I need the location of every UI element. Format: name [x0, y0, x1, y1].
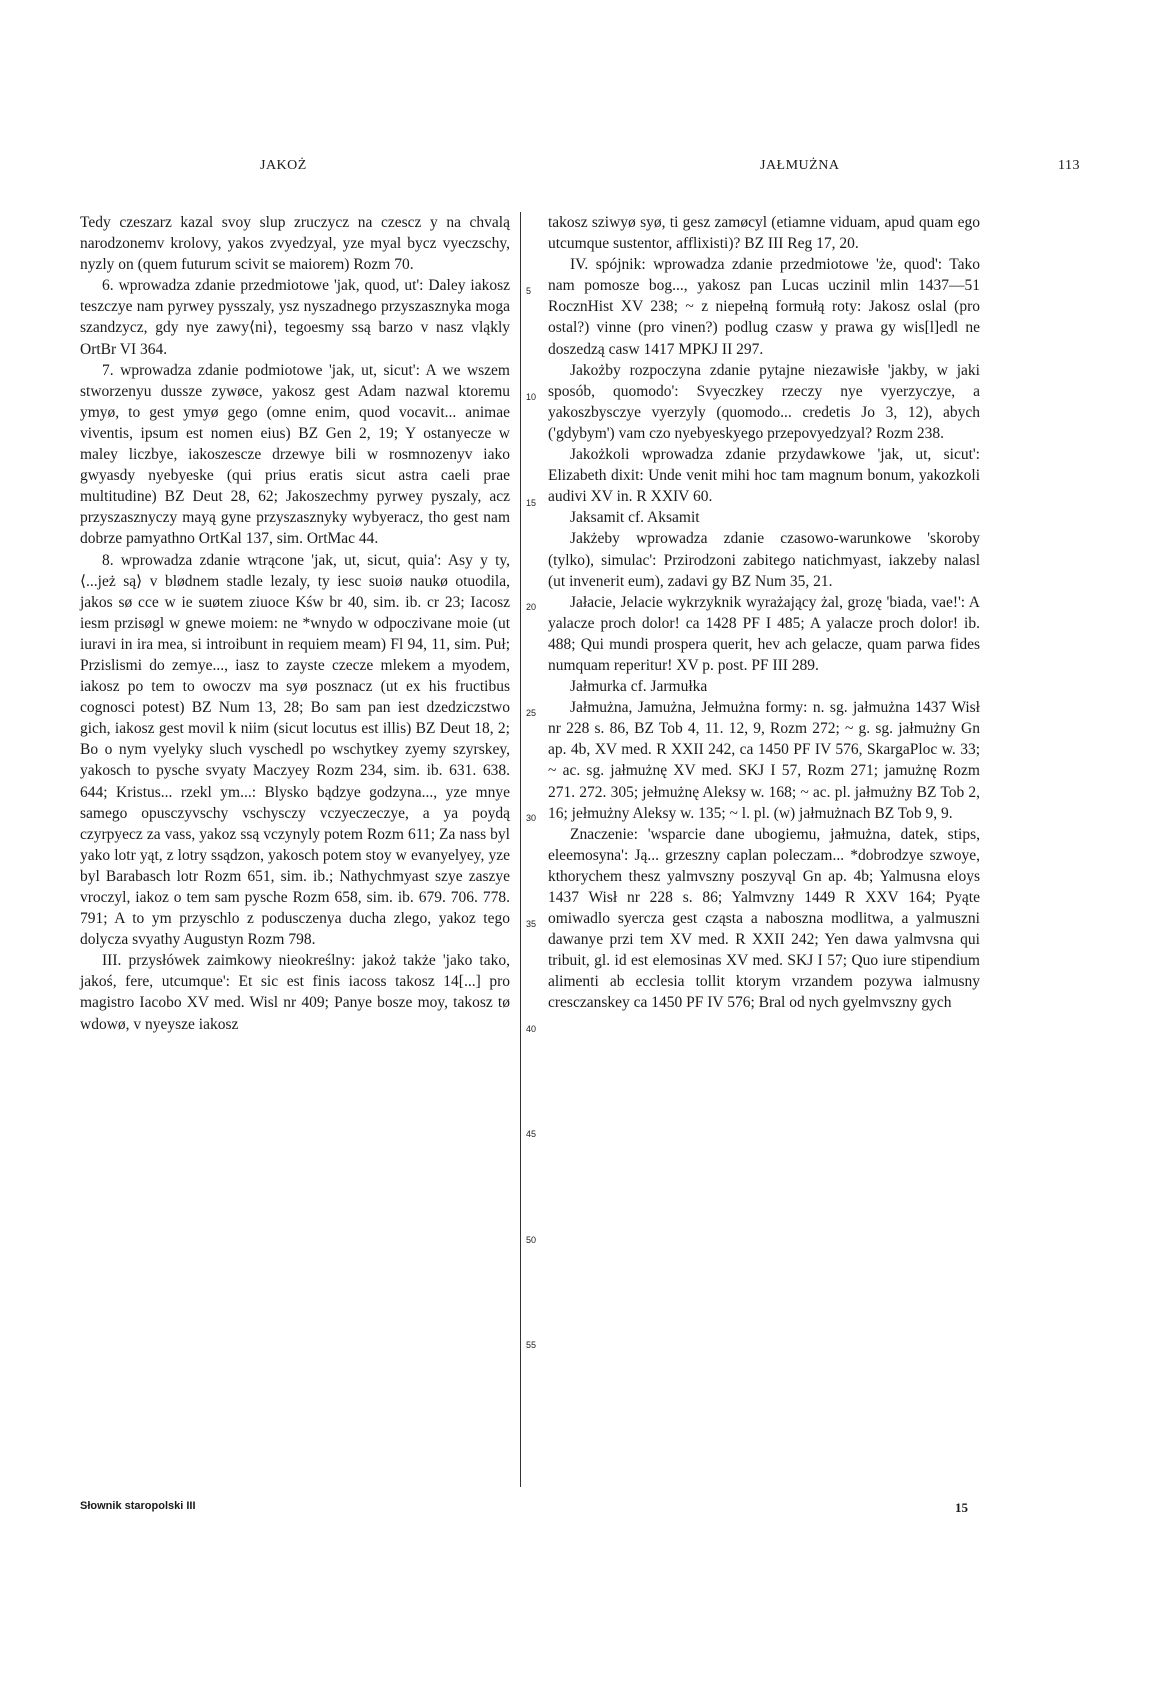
page-header	[80, 158, 1080, 180]
line-number: 25	[526, 708, 537, 718]
right-column	[548, 212, 980, 1014]
left-paragraph: III. przysłówek zaimkowy nieokreślny: jakoż także 'jako tako, jakoś, fere, utcumque': Et sic est finis iacoss takosz 14[...] pro magistro Iacobo XV med. Wisl nr 409; Panye bosze moy, takosz tø wdowø, v nyeysze iakosz	[80, 952, 510, 1033]
right-paragraph: Jałacie, Jelacie wykrzyknik wyrażający żal, grozę 'biada, vae!': A yalacze proch dolor! ca 1428 PF I 485; A yalacze proch dolor! ib. 488; Qui mundi prospera querit, hev ach gelacze, quam parwa fides numquam reperitur! XV p. post. PF III 289.	[548, 593, 980, 674]
line-number: 5	[526, 286, 532, 296]
page-number: 113	[1058, 158, 1080, 173]
right-paragraph: Jałmurka cf. Jarmułka	[570, 678, 708, 696]
line-number: 55	[526, 1340, 537, 1350]
line-number: 50	[526, 1235, 537, 1245]
column-divider	[520, 212, 521, 1487]
header-left-headword: JAKOŻ	[260, 158, 307, 173]
left-paragraph: 8. wprowadza zdanie wtrącone 'jak, ut, sicut, quia': Asy y ty, ⟨...jeż są⟩ v blødnem stadle lezaly, ty iesc suoiø naukø otuodila, jakos sø cce w ie suøtem ziuoce Kśw br 40, sim. ib. cr 23; Iacosz iesm przisøgl w gnewe moiem: ne *wnydo w odpoczivane moie (ut iuravi in ira mea, si introibunt in requiem meam) Fl 94, 11, sim. Puł; Przislismi do zemye..., iasz to zayste czecze mlekem a myodem, iakosz po tem to owoczv ma syø posznacz (ut ex his fructibus cognosci potest) BZ Num 13, 28; Bo sam pan iest dzedziczstwo gich, iakosz gest movil k niim (sicut locutus est illis) BZ Deut 18, 2; Bo o nym vyelyky sluch vyschedl po wschytkey zyemy szyrskey, yakosch to pysche svyaty Maczyey Rozm 234, sim. ib. 631. 638. 644; Kristus... rzekl ym...: Blysko bądzye godzyna..., yze mnye samego opusczyvschy vschysczy vczyeczeczye, a ya poydą czyrpyecz za vass, yakoz ssą vczynyly potem Rozm 611; Za nass byl yako lotr yąt, z lotry ssądzon, yakosch potem stoy w evanyelyey, yze byl Barabasch lotr Rozm 651, sim. ib.; Nathychmyast szye zaszye vroczyl, iakoz o tem sam pysche Rozm 658, sim. ib. 679. 706. 778. 791; A to ym przyschlo z podusczenya ducha zlego, yakoz tego dolycza svyathy Augustyn Rozm 798.	[80, 551, 510, 949]
line-number: 35	[526, 919, 537, 929]
right-paragraph: IV. spójnik: wprowadza zdanie przedmiotowe 'że, quod': Tako nam pomosze bog..., yakosz pan Lucas uczinil mlin 1437—51 RocznHist XV 238; ~ z niepełną formułą roty: Jakosz oslal (pro ostal?) vinne (pro vinen?) podlug czasw y prawa gy wis[l]edl ne doszedzą casw 1417 MPKJ II 297.	[548, 256, 980, 358]
right-paragraph: Jakżeby wprowadza zdanie czasowo-warunkowe 'skoroby (tylko), simulac': Przirodzoni zabitego natichmyast, iakzeby nalasl (ut invenerit eum), zadavi gy BZ Num 35, 21.	[548, 530, 980, 590]
line-number: 45	[526, 1129, 537, 1139]
footer-signature: 15	[955, 1500, 968, 1515]
right-paragraph: Jaksamit cf. Aksamit	[570, 509, 700, 527]
right-paragraph: Znaczenie: 'wsparcie dane ubogiemu, jałmużna, datek, stips, eleemosyna': Ją... grzeszny caplan poleczam... *dobrodzye szwoye, kthorychem thesz yalmvszny poszyvąl Gn ap. 4b; Yalmusna eloys 1437 Wisł nr 228 s. 86; Yalmvzny 1449 R XXV 164; Pyąte omiwadlo syercza gest cząsta a nabosznа modlitwa, a yalmuszni dawanye przi tem XV med. R XXII 242; Yen dawa yalmvsna qui tribuit, gl. id est elemosinas XV med. SKJ I 57; Quo iure stipendium alimenti ab ecclesia tollit ktorym vrzandem pozywa ialmusny cresczanskey ca 1450 PF IV 576; Bral od nych gyelmvszny gych	[548, 825, 980, 1012]
line-number: 30	[526, 813, 537, 823]
left-paragraph: 6. wprowadza zdanie przedmiotowe 'jak, quod, ut': Daley iakosz teszczye nam pyrwey pysszaly, ysz nyszadnego przyszasznyka moga szandzycz, gdy nye zawy⟨ni⟩, tegoesmy ssą barzo v nasz vląkly OrtBr VI 364.	[80, 277, 510, 358]
right-paragraph: Jakożby rozpoczyna zdanie pytajne niezawisłe 'jakby, w jaki sposób, quomodo': Svyeczkey rzeczy nye vyerzyczye, a yakoszbysczye vyerzyly (quomodo... credetis Jo 3, 12), abych ('gdybym') vam czo nyebyeskyego przepovyedzyal? Rozm 238.	[548, 361, 980, 442]
header-right-headword: JAŁMUŻNA	[760, 158, 840, 173]
line-number: 15	[526, 498, 537, 508]
line-number: 20	[526, 602, 537, 612]
right-paragraph: Jałmużna, Jamużna, Jełmużna formy: n. sg. jałmużna 1437 Wisł nr 228 s. 86, BZ Tob 4, 11. 12, 9, Rozm 272; ~ g. sg. jałmużny Gn ap. 4b, XV med. R XXII 242, ca 1450 PF IV 576, SkargaPloc w. 33; ~ ac. sg. jałmużnę XV med. SKJ I 57, Rozm 271; jamużnę Rozm 271. 272. 305; jełmużnę Aleksy w. 168; ~ ac. pl. jałmużny BZ Tob 2, 16; jełmużny Aleksy w. 135; ~ l. pl. (w) jałmużnach BZ Tob 9, 9.	[548, 699, 980, 822]
left-paragraph: Tedy czeszarz kazal svoy slup zruczycz na czescz y na chvalą narodzonemv krolovy, yakos zvyedzyal, yze myal bycz vyeczschy, nyzly on (quem futurum scivit se maiorem) Rozm 70.	[80, 214, 510, 274]
left-paragraph: 7. wprowadza zdanie podmiotowe 'jak, ut, sicut': A we wszem stworzenyu dussze zywøce, yakosz gest Adam nazwal ktoremu ymyø, to gest ymyø gego (omne enim, quod vocavit... animae viventis, ipsum est nomen eius) BZ Gen 2, 19; Y ostanyecze w maley liczbye, iakoszescze drzewye bili w rosmnozenyv iako gwyasdy nyebyeske (qui prius eratis sicut astra caeli prae multitudine) BZ Deut 28, 62; Jakoszechmy pyrwey pyszaly, acz przyszasznyczy mayą gyne przyszasznyky wybyeracz, tho gest nam dobrze pamyathno OrtKal 137, sim. OrtMac 44.	[80, 361, 510, 548]
right-paragraph: Jakożkoli wprowadza zdanie przydawkowe 'jak, ut, sicut': Elizabeth dixit: Unde venit mihi hoc tam magnum bonum, yakozkoli audivi XV in. R XXIV 60.	[548, 446, 980, 506]
left-column	[80, 212, 510, 1035]
line-number: 40	[526, 1024, 537, 1034]
line-number: 10	[526, 392, 537, 402]
right-paragraph: takosz sziwyø syø, ti gesz zamøcyl (etiamne viduam, apud quam ego utcumque sustentor, afflixisti)? BZ III Reg 17, 20.	[548, 214, 980, 253]
footer-title: Słownik staropolski III	[80, 1500, 196, 1512]
